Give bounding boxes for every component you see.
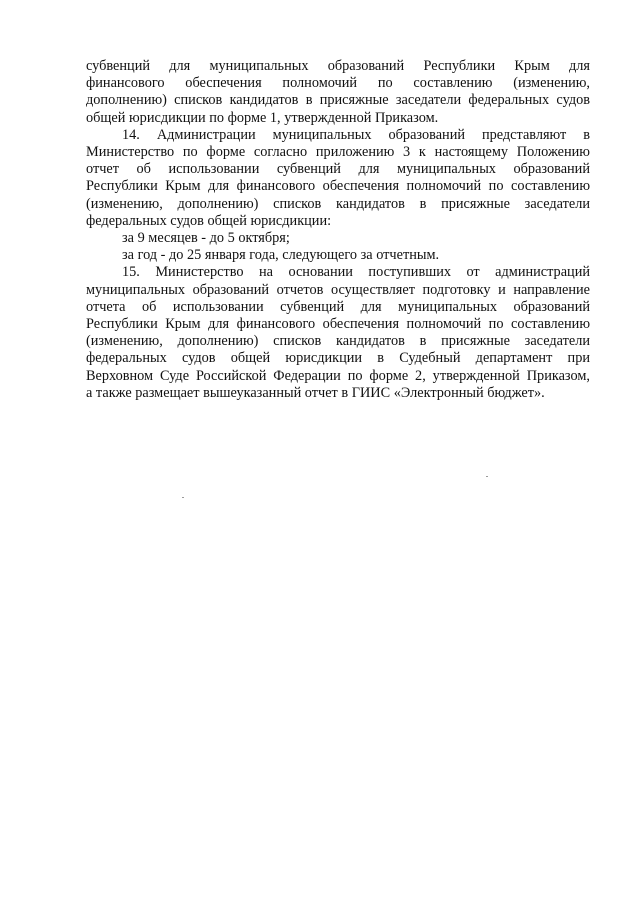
- text-line: Республики Крым для финансового обеспечения полномочий по составлению: [86, 316, 590, 333]
- text-line: Министерство по форме согласно приложению 3 к настоящему Положению: [86, 144, 590, 161]
- text-line: федеральных судов общей юрисдикции:: [86, 212, 332, 229]
- text-line: субвенций для муниципальных образований Республики Крым для: [86, 58, 590, 74]
- text-line: а также размещает вышеуказанный отчет в ГИИС «Электронный бюджет».: [86, 384, 545, 401]
- paragraph-item-14: [86, 127, 590, 230]
- text-line: 15. Министерство на основании поступивших от администраций: [122, 264, 590, 281]
- text-line: за 9 месяцев - до 5 октября;: [122, 230, 290, 247]
- paragraph-deadline-year: [86, 247, 590, 264]
- paragraph-continuation: [86, 58, 590, 127]
- text-line: 14. Администрации муниципальных образований представляют в: [122, 126, 590, 143]
- scan-speck: [182, 497, 184, 498]
- scan-speck: [486, 476, 488, 477]
- text-line: федеральных судов общей юрисдикции в Судебный департамент при: [86, 350, 590, 367]
- document-body: [86, 58, 590, 402]
- text-line: муниципальных образований отчетов осуществляет подготовку и направление: [86, 281, 590, 298]
- text-line: финансового обеспечения полномочий по составлению (изменению,: [86, 75, 590, 92]
- text-line: отчета об использовании субвенций для муниципальных образований: [86, 298, 590, 315]
- text-line: отчет об использовании субвенций для муниципальных образований: [86, 161, 590, 178]
- text-line: Республики Крым для финансового обеспечения полномочий по составлению: [86, 178, 590, 195]
- text-line: (изменению, дополнению) списков кандидатов в присяжные заседатели: [86, 333, 590, 350]
- paragraph-item-15: [86, 264, 590, 402]
- text-line: общей юрисдикции по форме 1, утвержденной Приказом.: [86, 109, 439, 126]
- text-line: за год - до 25 января года, следующего за отчетным.: [122, 247, 440, 264]
- text-line: Верховном Суде Российской Федерации по форме 2, утвержденной Приказом,: [86, 367, 590, 384]
- text-line: (изменению, дополнению) списков кандидатов в присяжные заседатели: [86, 195, 590, 212]
- paragraph-deadline-9-months: [86, 230, 590, 247]
- text-line: дополнению) списков кандидатов в присяжные заседатели федеральных судов: [86, 92, 590, 109]
